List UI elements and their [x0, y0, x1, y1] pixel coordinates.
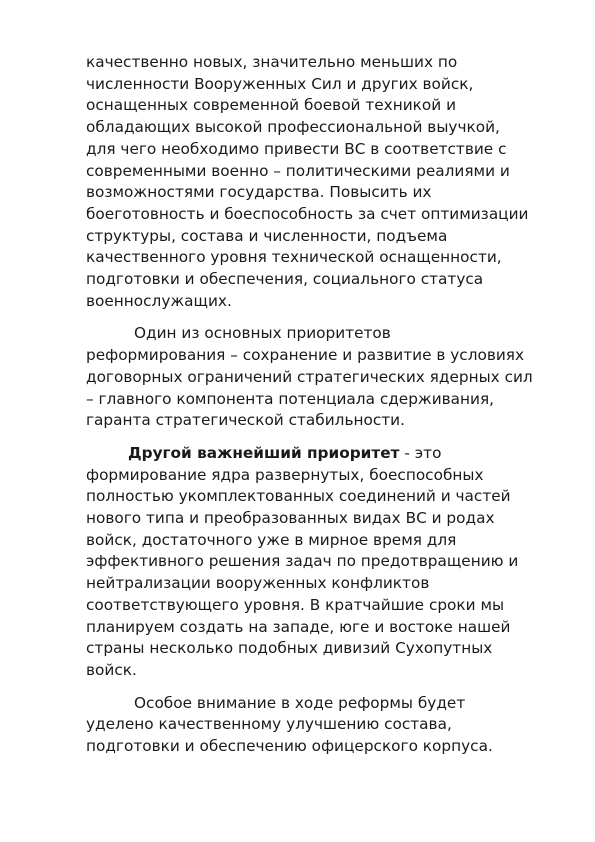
text-line: [86, 443, 556, 465]
text-line: нового типа и преобразованных видах ВС и родах: [86, 509, 495, 528]
text-line: уделено качественному улучшению состава,: [86, 715, 452, 734]
document-body: [86, 52, 556, 758]
text-run: - это: [399, 443, 442, 462]
paragraph-4: [86, 693, 556, 758]
paragraph-1: [86, 52, 556, 312]
text-line: качественно новых, значительно меньших по: [86, 53, 458, 71]
text-line: качественного уровня технической оснащенности,: [86, 248, 502, 267]
text-line: войск, достаточного уже в мирное время для: [86, 530, 457, 549]
text-line: формирование ядра развернутых, боеспособных: [86, 465, 484, 484]
text-line: современными военно – политическими реалиями и: [86, 161, 510, 180]
paragraph-3: [86, 443, 556, 682]
text-line: войск.: [86, 660, 137, 679]
text-line: Один из основных приоритетов: [134, 324, 391, 343]
text-line: военнослужащих.: [86, 291, 232, 310]
text-line: возможностями государства. Повысить их: [86, 183, 432, 202]
text-line: договорных ограничений стратегических ядерных сил: [86, 367, 533, 386]
text-line: оснащенных современной боевой техникой и: [86, 96, 457, 115]
bold-lead: Другой важнейший приоритет: [128, 443, 400, 462]
text-line: подготовки и обеспечению офицерского корпуса.: [86, 737, 493, 756]
text-line: для чего необходимо привести ВС в соответствие с: [86, 139, 507, 158]
text-line: планируем создать на западе, юге и востоке нашей: [86, 617, 511, 636]
text-line: реформирования – сохранение и развитие в условиях: [86, 346, 525, 365]
text-line: – главного компонента потенциала сдерживания,: [86, 389, 495, 408]
text-line: соответствующего уровня. В кратчайшие сроки мы: [86, 595, 505, 614]
text-line: численности Вооруженных Сил и других войск,: [86, 74, 474, 93]
text-line: подготовки и обеспечения, социального статуса: [86, 270, 484, 289]
paragraph-2: [86, 323, 556, 432]
text-line: полностью укомплектованных соединений и частей: [86, 487, 511, 506]
text-line: Особое внимание в ходе реформы будет: [134, 693, 466, 712]
text-line: эффективного решения задач по предотвращению и: [86, 552, 519, 571]
text-line: гаранта стратегической стабильности.: [86, 411, 405, 430]
text-line: структуры, состава и численности, подъема: [86, 226, 448, 245]
text-line: обладающих высокой профессиональной выучкой,: [86, 118, 500, 137]
text-line: нейтрализации вооруженных конфликтов: [86, 574, 430, 593]
text-line: боеготовность и боеспособность за счет оптимизации: [86, 204, 529, 223]
text-line: страны несколько подобных дивизий Сухопутных: [86, 639, 493, 658]
